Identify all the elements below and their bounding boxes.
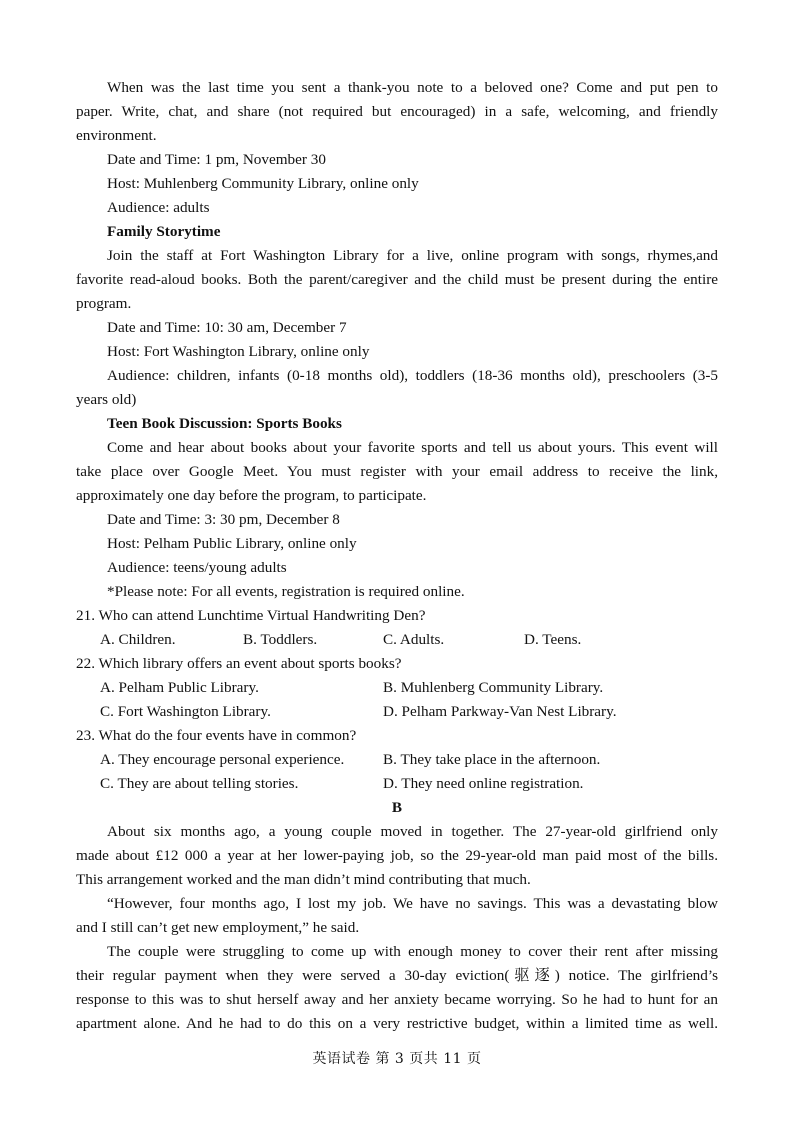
passage-line: and I still can’t get new employment,” he said. <box>76 919 360 936</box>
registration-note: *Please note: For all events, registration is required online. <box>107 583 465 600</box>
options-row <box>76 628 718 652</box>
event-date-time: Date and Time: 10: 30 am, December 7 <box>107 319 347 336</box>
option-c: C. Fort Washington Library. <box>100 703 271 720</box>
event-description-line: take place over Google Meet. You must register with your email address to receive the link, <box>76 463 718 480</box>
exam-page <box>76 76 718 1036</box>
option-a: A. Children. <box>100 631 176 648</box>
event-title: Family Storytime <box>107 223 221 240</box>
passage-line: response to this was to shut herself away and her anxiety became worrying. So he had to hunt for an <box>76 991 718 1008</box>
options-row <box>76 772 718 796</box>
event-description-line: paper. Write, chat, and share (not required but encouraged) in a safe, welcoming, and friendly <box>76 103 718 120</box>
event-host: Host: Muhlenberg Community Library, online only <box>107 175 419 192</box>
options-row <box>76 748 718 772</box>
event-description-line: Come and hear about books about your favorite sports and tell us about yours. This event will <box>107 439 718 456</box>
event-description-line: program. <box>76 295 132 312</box>
passage-line: The couple were struggling to come up with enough money to cover their rent after missing <box>107 943 718 960</box>
section-heading: B <box>391 799 403 816</box>
passage-line: made about £12 000 a year at her lower-paying job, so the 29-year-old man paid most of the bills. <box>76 847 718 864</box>
option-c: C. They are about telling stories. <box>100 775 299 792</box>
option-c: C. Adults. <box>383 631 445 648</box>
event-audience: years old) <box>76 391 137 408</box>
passage-line: their regular payment when they were served a 30-day eviction(驱逐) notice. The girlfriend’s <box>76 967 718 984</box>
question-stem: 21. Who can attend Lunchtime Virtual Handwriting Den? <box>76 607 426 624</box>
event-audience: Audience: adults <box>107 199 210 216</box>
options-row <box>76 676 718 700</box>
event-host: Host: Pelham Public Library, online only <box>107 535 357 552</box>
event-description-line: environment. <box>76 127 157 144</box>
event-description-line: When was the last time you sent a thank-you note to a beloved one? Come and put pen to <box>107 79 718 96</box>
passage-line: apartment alone. And he had to do this on a very restrictive budget, within a limited time as well. <box>76 1015 718 1032</box>
option-d: D. Pelham Parkway-Van Nest Library. <box>383 703 617 720</box>
event-description-line: approximately one day before the program, to participate. <box>76 487 427 504</box>
event-audience: Audience: teens/young adults <box>107 559 287 576</box>
passage-line: About six months ago, a young couple moved in together. The 27-year-old girlfriend only <box>107 823 718 840</box>
event-host: Host: Fort Washington Library, online only <box>107 343 370 360</box>
passage-line: “However, four months ago, I lost my job. We have no savings. This was a devastating blow <box>107 895 718 912</box>
option-a: A. Pelham Public Library. <box>100 679 259 696</box>
event-description-line: Join the staff at Fort Washington Library for a live, online program with songs, rhymes,and <box>107 247 718 264</box>
passage-line: This arrangement worked and the man didn’t mind contributing that much. <box>76 871 531 888</box>
event-date-time: Date and Time: 3: 30 pm, December 8 <box>107 511 340 528</box>
event-audience: Audience: children, infants (0-18 months old), toddlers (18-36 months old), preschoolers (3-5 <box>107 367 718 384</box>
page-footer: 英语试卷 第 3 页共 11 页 <box>312 1051 482 1067</box>
question-stem: 23. What do the four events have in common? <box>76 727 357 744</box>
options-row <box>76 700 718 724</box>
option-a: A. They encourage personal experience. <box>100 751 345 768</box>
event-title: Teen Book Discussion: Sports Books <box>107 415 342 432</box>
event-description-line: favorite read-aloud books. Both the parent/caregiver and the child must be present during the entire <box>76 271 718 288</box>
option-d: D. Teens. <box>524 631 582 648</box>
option-b: B. Toddlers. <box>243 631 318 648</box>
option-b: B. Muhlenberg Community Library. <box>383 679 604 696</box>
option-d: D. They need online registration. <box>383 775 584 792</box>
event-date-time: Date and Time: 1 pm, November 30 <box>107 151 326 168</box>
question-stem: 22. Which library offers an event about sports books? <box>76 655 402 672</box>
option-b: B. They take place in the afternoon. <box>383 751 601 768</box>
